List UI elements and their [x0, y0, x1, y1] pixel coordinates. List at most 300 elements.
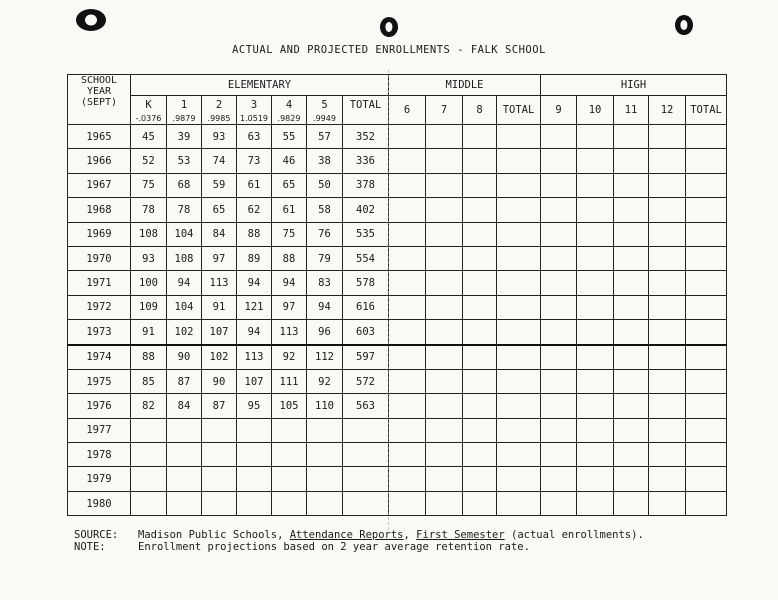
- empty-cell: [541, 295, 577, 319]
- value-cell: 46: [272, 149, 307, 173]
- value-cell: 45: [131, 125, 167, 149]
- empty-cell: [686, 443, 727, 467]
- empty-cell: [497, 246, 541, 270]
- empty-cell: [686, 125, 727, 149]
- retention-rate: 1.0519: [240, 114, 268, 123]
- year-cell: 1979: [68, 467, 131, 491]
- value-cell: [202, 443, 237, 467]
- value-cell: 104: [167, 295, 202, 319]
- empty-cell: [614, 369, 649, 393]
- value-cell: [167, 443, 202, 467]
- value-cell: [237, 491, 272, 515]
- empty-cell: [577, 369, 614, 393]
- value-cell: 75: [131, 173, 167, 197]
- value-cell: 39: [167, 125, 202, 149]
- column-header: 8: [463, 96, 497, 125]
- table-row: [68, 198, 727, 222]
- empty-cell: [614, 345, 649, 370]
- column-header: 1 .9879: [167, 96, 202, 125]
- empty-cell: [614, 418, 649, 442]
- empty-cell: [389, 198, 426, 222]
- empty-cell: [463, 345, 497, 370]
- empty-cell: [614, 443, 649, 467]
- year-cell: 1980: [68, 491, 131, 515]
- retention-rate: -.0376: [135, 114, 162, 123]
- value-cell: 105: [272, 394, 307, 418]
- table-row: [68, 271, 727, 295]
- value-cell: 109: [131, 295, 167, 319]
- empty-cell: [426, 394, 463, 418]
- column-header: 2 .9985: [202, 96, 237, 125]
- table-row: [68, 149, 727, 173]
- year-cell: 1976: [68, 394, 131, 418]
- value-cell: [202, 491, 237, 515]
- value-cell: 104: [167, 222, 202, 246]
- empty-cell: [614, 271, 649, 295]
- value-cell: 93: [202, 125, 237, 149]
- value-cell: 96: [307, 320, 343, 345]
- value-cell: 94: [237, 320, 272, 345]
- empty-cell: [541, 198, 577, 222]
- empty-cell: [614, 173, 649, 197]
- empty-cell: [389, 491, 426, 515]
- middle-header: MIDDLE: [389, 75, 541, 96]
- empty-cell: [649, 149, 686, 173]
- value-cell: 95: [237, 394, 272, 418]
- empty-cell: [426, 345, 463, 370]
- value-cell: 57: [307, 125, 343, 149]
- value-cell: 58: [307, 198, 343, 222]
- empty-cell: [389, 173, 426, 197]
- note-line: NOTE: Enrollment projections based on 2 year average retention rate.: [74, 541, 530, 553]
- value-cell: 90: [202, 369, 237, 393]
- value-cell: [237, 443, 272, 467]
- empty-cell: [389, 149, 426, 173]
- value-cell: 110: [307, 394, 343, 418]
- empty-cell: [389, 443, 426, 467]
- empty-cell: [463, 198, 497, 222]
- value-cell: 97: [202, 246, 237, 270]
- empty-cell: [577, 222, 614, 246]
- year-cell: 1974: [68, 345, 131, 370]
- empty-cell: [497, 295, 541, 319]
- empty-cell: [541, 271, 577, 295]
- column-header: 9: [541, 96, 577, 125]
- empty-cell: [614, 491, 649, 515]
- empty-cell: [463, 491, 497, 515]
- empty-cell: [541, 149, 577, 173]
- empty-cell: [577, 149, 614, 173]
- empty-cell: [686, 149, 727, 173]
- empty-cell: [577, 271, 614, 295]
- source-line: SOURCE: Madison Public Schools, Attendance Reports , First Semester (actual enrollments).: [74, 529, 644, 541]
- year-cell: 1966: [68, 149, 131, 173]
- empty-cell: [649, 173, 686, 197]
- column-header: TOTAL: [343, 96, 389, 125]
- value-cell: [167, 418, 202, 442]
- empty-cell: [463, 369, 497, 393]
- value-cell: 59: [202, 173, 237, 197]
- empty-cell: [426, 271, 463, 295]
- empty-cell: [463, 246, 497, 270]
- column-header: TOTAL: [686, 96, 727, 125]
- value-cell: 62: [237, 198, 272, 222]
- empty-cell: [389, 369, 426, 393]
- value-cell: 108: [167, 246, 202, 270]
- punch-hole: [675, 15, 693, 35]
- empty-cell: [541, 418, 577, 442]
- empty-cell: [649, 246, 686, 270]
- footer: [74, 529, 644, 553]
- value-cell: [307, 418, 343, 442]
- year-cell: 1967: [68, 173, 131, 197]
- value-cell: 100: [131, 271, 167, 295]
- value-cell: 603: [343, 320, 389, 345]
- retention-rate: .9985: [207, 114, 231, 123]
- empty-cell: [649, 345, 686, 370]
- value-cell: 82: [131, 394, 167, 418]
- empty-cell: [649, 467, 686, 491]
- table-row: [68, 394, 727, 418]
- value-cell: 78: [131, 198, 167, 222]
- value-cell: 73: [237, 149, 272, 173]
- table-row: [68, 320, 727, 345]
- empty-cell: [577, 198, 614, 222]
- empty-cell: [686, 320, 727, 345]
- value-cell: 108: [131, 222, 167, 246]
- value-cell: 97: [272, 295, 307, 319]
- empty-cell: [614, 467, 649, 491]
- empty-cell: [686, 491, 727, 515]
- empty-cell: [649, 443, 686, 467]
- empty-cell: [614, 295, 649, 319]
- value-cell: 94: [272, 271, 307, 295]
- empty-cell: [389, 295, 426, 319]
- empty-cell: [577, 125, 614, 149]
- value-cell: [202, 418, 237, 442]
- value-cell: 113: [237, 345, 272, 370]
- empty-cell: [389, 125, 426, 149]
- table-row: [68, 467, 727, 491]
- empty-cell: [577, 418, 614, 442]
- empty-cell: [463, 320, 497, 345]
- empty-cell: [649, 491, 686, 515]
- year-cell: 1973: [68, 320, 131, 345]
- value-cell: 90: [167, 345, 202, 370]
- value-cell: 113: [272, 320, 307, 345]
- year-cell: 1972: [68, 295, 131, 319]
- column-header: TOTAL: [497, 96, 541, 125]
- year-cell: 1968: [68, 198, 131, 222]
- empty-cell: [463, 394, 497, 418]
- value-cell: [131, 467, 167, 491]
- empty-cell: [614, 125, 649, 149]
- value-cell: 121: [237, 295, 272, 319]
- value-cell: 535: [343, 222, 389, 246]
- value-cell: 112: [307, 345, 343, 370]
- empty-cell: [497, 491, 541, 515]
- punch-hole: [76, 9, 106, 31]
- value-cell: 597: [343, 345, 389, 370]
- empty-cell: [577, 320, 614, 345]
- empty-cell: [389, 394, 426, 418]
- empty-cell: [686, 394, 727, 418]
- empty-cell: [497, 173, 541, 197]
- empty-cell: [497, 443, 541, 467]
- value-cell: 88: [272, 246, 307, 270]
- value-cell: 88: [237, 222, 272, 246]
- value-cell: [307, 443, 343, 467]
- value-cell: 63: [237, 125, 272, 149]
- value-cell: 84: [202, 222, 237, 246]
- value-cell: 52: [131, 149, 167, 173]
- value-cell: 65: [272, 173, 307, 197]
- year-cell: 1978: [68, 443, 131, 467]
- value-cell: 378: [343, 173, 389, 197]
- value-cell: 74: [202, 149, 237, 173]
- empty-cell: [389, 222, 426, 246]
- empty-cell: [541, 369, 577, 393]
- empty-cell: [497, 125, 541, 149]
- value-cell: [343, 491, 389, 515]
- empty-cell: [577, 491, 614, 515]
- value-cell: 111: [272, 369, 307, 393]
- empty-cell: [426, 369, 463, 393]
- empty-cell: [389, 345, 426, 370]
- value-cell: 107: [202, 320, 237, 345]
- empty-cell: [426, 149, 463, 173]
- empty-cell: [649, 125, 686, 149]
- empty-cell: [577, 467, 614, 491]
- value-cell: 616: [343, 295, 389, 319]
- column-header: 3 1.0519: [237, 96, 272, 125]
- empty-cell: [541, 345, 577, 370]
- school-year-header: SCHOOL YEAR (SEPT): [68, 75, 131, 125]
- value-cell: [167, 491, 202, 515]
- value-cell: [237, 418, 272, 442]
- empty-cell: [686, 198, 727, 222]
- table-row: [68, 295, 727, 319]
- table-row: [68, 369, 727, 393]
- empty-cell: [463, 295, 497, 319]
- empty-cell: [497, 222, 541, 246]
- high-header: HIGH: [541, 75, 727, 96]
- empty-cell: [541, 320, 577, 345]
- column-header: 4 .9829: [272, 96, 307, 125]
- empty-cell: [497, 198, 541, 222]
- empty-cell: [686, 222, 727, 246]
- empty-cell: [426, 320, 463, 345]
- value-cell: 53: [167, 149, 202, 173]
- empty-cell: [497, 418, 541, 442]
- value-cell: 94: [167, 271, 202, 295]
- table-row: [68, 173, 727, 197]
- empty-cell: [541, 246, 577, 270]
- value-cell: 92: [307, 369, 343, 393]
- empty-cell: [389, 418, 426, 442]
- empty-cell: [463, 418, 497, 442]
- value-cell: [272, 467, 307, 491]
- empty-cell: [426, 443, 463, 467]
- empty-cell: [426, 222, 463, 246]
- empty-cell: [497, 149, 541, 173]
- value-cell: 554: [343, 246, 389, 270]
- empty-cell: [389, 467, 426, 491]
- value-cell: [131, 418, 167, 442]
- table-row: [68, 125, 727, 149]
- empty-cell: [541, 467, 577, 491]
- page-title: ACTUAL AND PROJECTED ENROLLMENTS - FALK SCHOOL: [232, 44, 546, 56]
- empty-cell: [426, 418, 463, 442]
- empty-cell: [614, 198, 649, 222]
- empty-cell: [463, 125, 497, 149]
- value-cell: 78: [167, 198, 202, 222]
- value-cell: [131, 491, 167, 515]
- empty-cell: [463, 149, 497, 173]
- table-row: [68, 491, 727, 515]
- empty-cell: [577, 443, 614, 467]
- empty-cell: [541, 173, 577, 197]
- empty-cell: [426, 125, 463, 149]
- value-cell: 352: [343, 125, 389, 149]
- value-cell: [272, 491, 307, 515]
- empty-cell: [497, 345, 541, 370]
- value-cell: 91: [131, 320, 167, 345]
- value-cell: 68: [167, 173, 202, 197]
- empty-cell: [463, 443, 497, 467]
- value-cell: 85: [131, 369, 167, 393]
- empty-cell: [686, 173, 727, 197]
- empty-cell: [389, 320, 426, 345]
- empty-cell: [541, 222, 577, 246]
- year-cell: 1971: [68, 271, 131, 295]
- value-cell: 38: [307, 149, 343, 173]
- empty-cell: [686, 418, 727, 442]
- table-row: [68, 345, 727, 370]
- empty-cell: [389, 271, 426, 295]
- empty-cell: [577, 173, 614, 197]
- empty-cell: [426, 295, 463, 319]
- table-row: [68, 222, 727, 246]
- column-header: 6: [389, 96, 426, 125]
- value-cell: 563: [343, 394, 389, 418]
- empty-cell: [686, 369, 727, 393]
- table-row: [68, 443, 727, 467]
- empty-cell: [649, 320, 686, 345]
- retention-rate: .9829: [277, 114, 301, 123]
- value-cell: [307, 467, 343, 491]
- value-cell: [272, 443, 307, 467]
- value-cell: 76: [307, 222, 343, 246]
- table-row: [68, 246, 727, 270]
- value-cell: [167, 467, 202, 491]
- column-header: K -.0376: [131, 96, 167, 125]
- retention-rate: .9949: [313, 114, 336, 123]
- value-cell: 94: [237, 271, 272, 295]
- empty-cell: [497, 271, 541, 295]
- empty-cell: [541, 491, 577, 515]
- empty-cell: [426, 491, 463, 515]
- value-cell: [343, 467, 389, 491]
- value-cell: 578: [343, 271, 389, 295]
- empty-cell: [497, 320, 541, 345]
- empty-cell: [463, 173, 497, 197]
- empty-cell: [614, 320, 649, 345]
- empty-cell: [614, 222, 649, 246]
- value-cell: [343, 443, 389, 467]
- empty-cell: [463, 467, 497, 491]
- empty-cell: [426, 246, 463, 270]
- elementary-header: ELEMENTARY: [131, 75, 389, 96]
- value-cell: 113: [202, 271, 237, 295]
- value-cell: 87: [202, 394, 237, 418]
- value-cell: 92: [272, 345, 307, 370]
- empty-cell: [497, 369, 541, 393]
- empty-cell: [614, 149, 649, 173]
- value-cell: 87: [167, 369, 202, 393]
- empty-cell: [649, 222, 686, 246]
- year-cell: 1969: [68, 222, 131, 246]
- empty-cell: [426, 198, 463, 222]
- value-cell: 61: [272, 198, 307, 222]
- punch-hole: [380, 17, 398, 37]
- empty-cell: [649, 369, 686, 393]
- value-cell: 88: [131, 345, 167, 370]
- year-cell: 1977: [68, 418, 131, 442]
- column-header: 11: [614, 96, 649, 125]
- empty-cell: [541, 125, 577, 149]
- value-cell: 91: [202, 295, 237, 319]
- empty-cell: [541, 394, 577, 418]
- value-cell: 55: [272, 125, 307, 149]
- empty-cell: [649, 198, 686, 222]
- empty-cell: [686, 467, 727, 491]
- year-cell: 1975: [68, 369, 131, 393]
- column-header: 5 .9949: [307, 96, 343, 125]
- empty-cell: [426, 467, 463, 491]
- empty-cell: [577, 246, 614, 270]
- value-cell: 102: [167, 320, 202, 345]
- value-cell: [131, 443, 167, 467]
- empty-cell: [577, 295, 614, 319]
- empty-cell: [649, 418, 686, 442]
- column-header: 10: [577, 96, 614, 125]
- value-cell: 50: [307, 173, 343, 197]
- empty-cell: [614, 246, 649, 270]
- empty-cell: [649, 295, 686, 319]
- value-cell: 61: [237, 173, 272, 197]
- value-cell: 402: [343, 198, 389, 222]
- paper-fold: [388, 70, 389, 530]
- empty-cell: [497, 467, 541, 491]
- empty-cell: [577, 394, 614, 418]
- empty-cell: [463, 271, 497, 295]
- value-cell: 83: [307, 271, 343, 295]
- value-cell: 572: [343, 369, 389, 393]
- empty-cell: [614, 394, 649, 418]
- empty-cell: [463, 222, 497, 246]
- empty-cell: [686, 295, 727, 319]
- retention-rate: .9879: [172, 114, 196, 123]
- empty-cell: [541, 443, 577, 467]
- value-cell: 93: [131, 246, 167, 270]
- column-header: 12: [649, 96, 686, 125]
- empty-cell: [649, 394, 686, 418]
- value-cell: [237, 467, 272, 491]
- empty-cell: [686, 246, 727, 270]
- value-cell: 94: [307, 295, 343, 319]
- value-cell: [343, 418, 389, 442]
